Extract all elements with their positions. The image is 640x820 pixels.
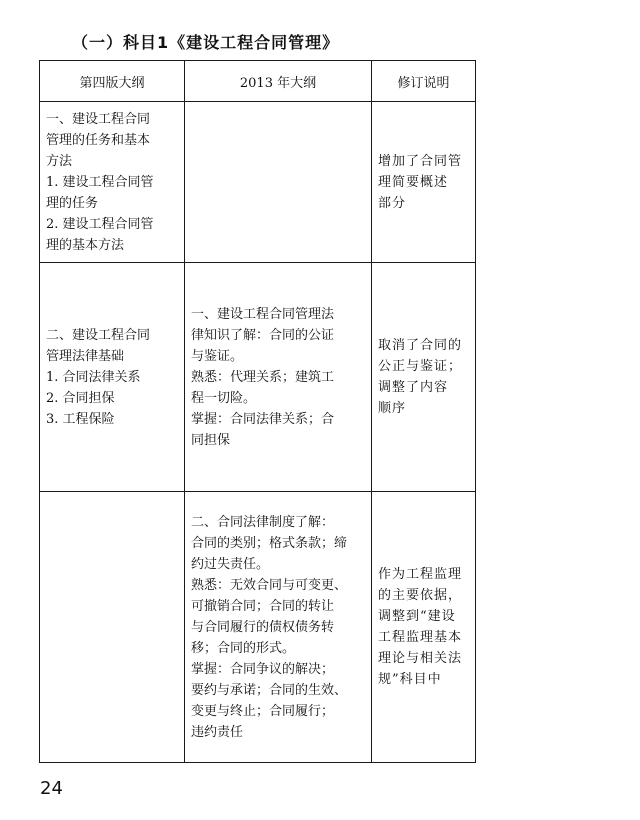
cell-text-line: 2. 建设工程合同管 <box>46 216 154 232</box>
table-row <box>40 102 476 263</box>
cell-text-line: 1. 建设工程合同管 <box>46 174 154 190</box>
cell-text-line: 的主要依据， <box>378 588 463 603</box>
cell-text-line: 理的基本方法 <box>46 237 125 253</box>
cell-text-line: 调整到“建设 <box>378 609 456 624</box>
cell-text-line: 理简要概述 <box>378 174 449 190</box>
cell-text-line: 移；合同的形式。 <box>191 640 296 656</box>
page-number: 24 <box>40 778 63 799</box>
cell-text-line: 顺序 <box>378 401 407 416</box>
cell-text-line: 合同的类别；格式条款；缔 <box>191 535 348 551</box>
cell-text-line: 理的任务 <box>46 195 99 211</box>
cell-text-line: 3. 工程保险 <box>46 411 115 427</box>
cell-text-line: 熟悉：无效合同与可变更、 <box>191 577 348 593</box>
outline-2013-cell <box>185 492 372 763</box>
header-2013-outline: 2013 年大纲 <box>185 61 372 102</box>
cell-text-line: 管理法律基础 <box>46 348 125 364</box>
cell-text-line: 取消了合同的 <box>378 338 463 353</box>
cell-text-line: 掌握：合同争议的解决； <box>191 661 335 677</box>
cell-text-line: 作为工程监理 <box>378 567 463 582</box>
revision-note-cell <box>372 492 476 763</box>
cell-text-line: 可撤销合同；合同的转让 <box>191 598 335 614</box>
outline-2013-cell <box>185 102 372 263</box>
cell-text-line: 部分 <box>378 195 407 211</box>
cell-text-line: 二、合同法律制度了解： <box>191 514 335 530</box>
table-row <box>40 263 476 492</box>
cell-text-line: 违约责任 <box>191 724 244 740</box>
revision-note-cell <box>372 102 476 263</box>
cell-text-line: 规”科目中 <box>378 672 442 687</box>
section-title: （一）科目1《建设工程合同管理》 <box>72 33 340 52</box>
cell-text-line: 公正与鉴证； <box>378 359 463 374</box>
cell-text-line: 理论与相关法 <box>378 651 463 666</box>
cell-text-line: 与合同履行的债权债务转 <box>191 619 335 635</box>
cell-text-line: 增加了合同管 <box>378 153 463 169</box>
cell-text-line: 调整了内容 <box>378 380 449 395</box>
cell-text-line: 变更与终止；合同履行； <box>191 703 335 719</box>
cell-text-line: 1. 合同法律关系 <box>46 369 141 385</box>
table-header-row <box>40 61 476 102</box>
cell-text-line: 二、建设工程合同 <box>46 327 151 343</box>
cell-text-line: 2. 合同担保 <box>46 390 115 406</box>
cell-text-line: 同担保 <box>191 432 231 448</box>
cell-text-line: 程一切险。 <box>191 390 257 406</box>
revision-note-cell <box>372 263 476 492</box>
cell-text-line: 掌握：合同法律关系；合 <box>191 411 335 427</box>
outline-2013-cell <box>185 263 372 492</box>
cell-text-line: 管理的任务和基本 <box>46 132 151 148</box>
cell-text-line: 工程监理基本 <box>378 630 463 645</box>
cell-text-line: 要约与承诺；合同的生效、 <box>191 682 348 698</box>
cell-text-line: 方法 <box>46 153 73 169</box>
cell-text-line: 熟悉：代理关系；建筑工 <box>191 369 335 385</box>
fourth-edition-cell <box>40 492 185 763</box>
fourth-edition-cell <box>40 102 185 263</box>
header-fourth-edition: 第四版大纲 <box>40 61 185 102</box>
fourth-edition-cell <box>40 263 185 492</box>
cell-text-line: 约过失责任。 <box>191 556 270 572</box>
outline-comparison-table <box>39 60 476 763</box>
cell-text-line: 一、建设工程合同管理法 <box>191 306 335 322</box>
cell-text-line: 律知识了解：合同的公证 <box>191 327 335 343</box>
header-revision-notes: 修订说明 <box>372 61 476 102</box>
cell-text-line: 一、建设工程合同 <box>46 111 151 127</box>
table-row <box>40 492 476 763</box>
cell-text-line: 与鉴证。 <box>191 348 244 364</box>
